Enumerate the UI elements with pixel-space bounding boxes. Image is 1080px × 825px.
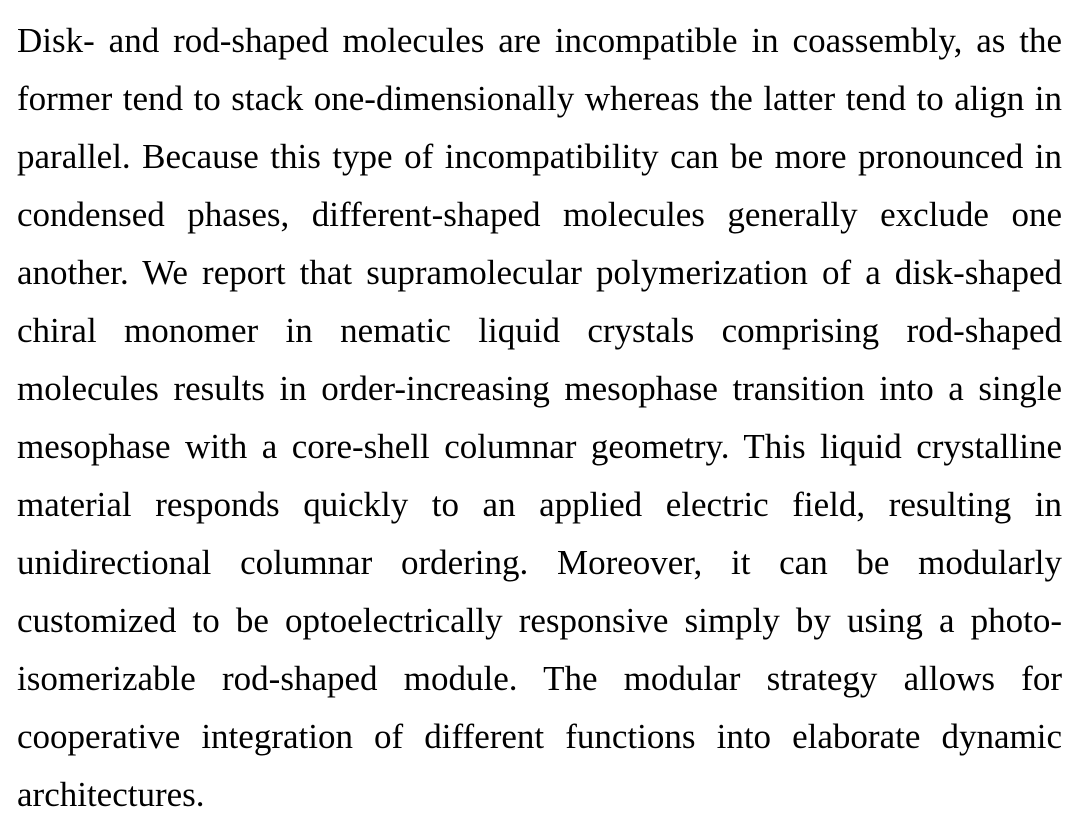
abstract-paragraph xyxy=(17,12,1062,824)
text-line: unidirectional columnar ordering. Moreover, it can be modularly xyxy=(17,543,1062,582)
text-line: molecules results in order-increasing mesophase transition into a single xyxy=(17,369,1062,408)
text-line: another. We report that supramolecular polymerization of a disk-shaped xyxy=(17,253,1062,292)
text-line: former tend to stack one-dimensionally whereas the latter tend to align in xyxy=(17,79,1062,118)
text-line: customized to be optoelectrically responsive simply by using a photo- xyxy=(17,601,1062,640)
text-line: isomerizable rod-shaped module. The modular strategy allows for xyxy=(17,659,1062,698)
text-line: architectures. xyxy=(17,775,205,814)
text-line: condensed phases, different-shaped molecules generally exclude one xyxy=(17,195,1062,234)
text-line: chiral monomer in nematic liquid crystals comprising rod-shaped xyxy=(17,311,1062,350)
text-line: material responds quickly to an applied electric field, resulting in xyxy=(17,485,1062,524)
text-line: mesophase with a core-shell columnar geometry. This liquid crystalline xyxy=(17,427,1062,466)
text-line: Disk- and rod-shaped molecules are incompatible in coassembly, as the xyxy=(17,21,1062,60)
text-line: cooperative integration of different functions into elaborate dynamic xyxy=(17,717,1062,756)
text-line: parallel. Because this type of incompatibility can be more pronounced in xyxy=(17,137,1062,176)
